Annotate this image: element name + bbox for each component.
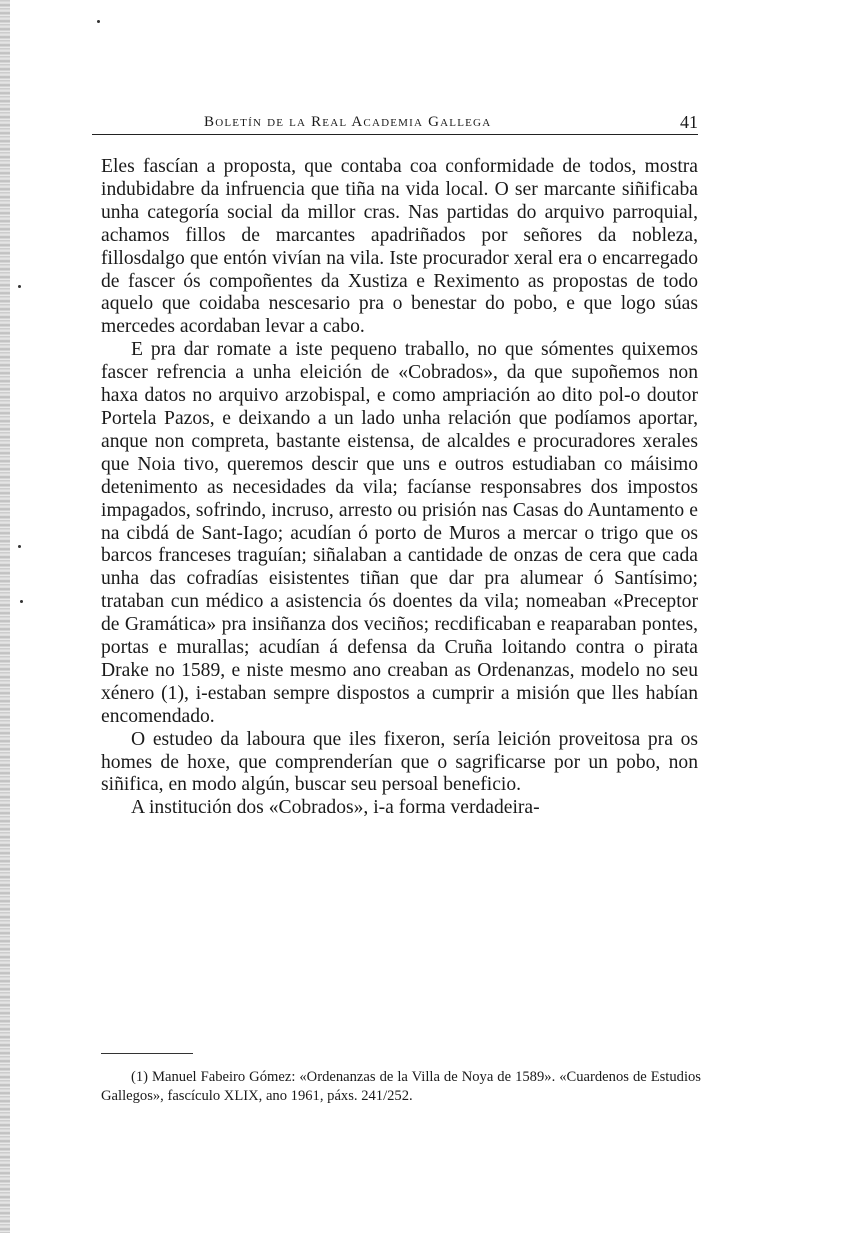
ink-speck — [20, 600, 23, 603]
paragraph: E pra dar romate a iste pequeno traballo, no que sómentes quixemos fascer refrencia a unha eleición de «Cobrados», da que supoñemos non haxa datos no arquivo arzobispal, e como ampriación ao dito pol-o doutor Portela Pazos, e deixando a un lado unha relación que podíamos aportar, anque non compreta, bastante eistensa, de alcaldes e procuradores xerales que Noia tivo, queremos descir que uns e outros estudiaban co máisimo detenimento as necesidades da vila; facíanse responsabres dos impostos impagados, sofrindo, incruso, arresto ou prisión nas Casas do Auntamento e na cibdá de Sant-Iago; acudían ó porto de Muros a mercar o trigo que os barcos franceses traguían; siñalaban a cantidade de onzas de cera que cada unha das cofradías eisistentes tiñan que dar pra alumear ó Santísimo; trataban cun médico a asistencia ós doentes da vila; nomeaban «Preceptor de Gramática» pra insiñanza dos veciños; recdificaban e reaparaban pontes, portas e murallas; acudían á defensa da Cruña loitando contra o pirata Drake no 1589, e niste mesmo ano creaban as Ordenanzas, modelo no seu xénero (1), i-estaban sempre dispostos a cumprir a misión que lles habían encomendado. — [101, 339, 698, 727]
journal-title: Boletín de la Real Academia Gallega — [200, 114, 495, 131]
header-rule — [92, 134, 698, 135]
footnote-rule — [101, 1053, 193, 1054]
paragraph: Eles fascían a proposta, que contaba coa conformidade de todos, mostra indubidabre da infruencia que tiña na vida local. O ser marcante siñificaba unha categoría social da millor cras. Nas partidas do arquivo parroquial, achamos fillos de marcantes apadriñados por señores da nobleza, fillosdalgo que entón vivían na vila. Iste procurador xeral era o encarregado de fascer ós compoñentes da Xustiza e Reximento as propostas de todo aquelo que coidaba nescesario pra o benestar do pobo, e que logo súas mercedes acordaban levar a cabo. — [101, 156, 698, 338]
ink-speck — [97, 20, 100, 23]
paragraph: A institución dos «Cobrados», i-a forma verdadeira- — [131, 797, 540, 819]
main-text — [101, 156, 698, 820]
ink-speck — [18, 285, 21, 288]
page-number: 41 — [676, 112, 698, 133]
paragraph: O estudeo da laboura que iles fixeron, sería leición proveitosa pra os homes de hoxe, que comprenderían que o sagrificarse por un pobo, non siñifica, en modo algún, buscar seu persoal beneficio. — [101, 728, 698, 796]
running-header — [92, 112, 698, 138]
binding-edge — [0, 0, 10, 1233]
ink-speck — [18, 545, 21, 548]
footnote: (1) Manuel Fabeiro Gómez: «Ordenanzas de la Villa de Noya de 1589». «Cuardenos de Estudios Gallegos», fascículo XLIX, ano 1961, páxs. 241/252. — [101, 1069, 701, 1104]
